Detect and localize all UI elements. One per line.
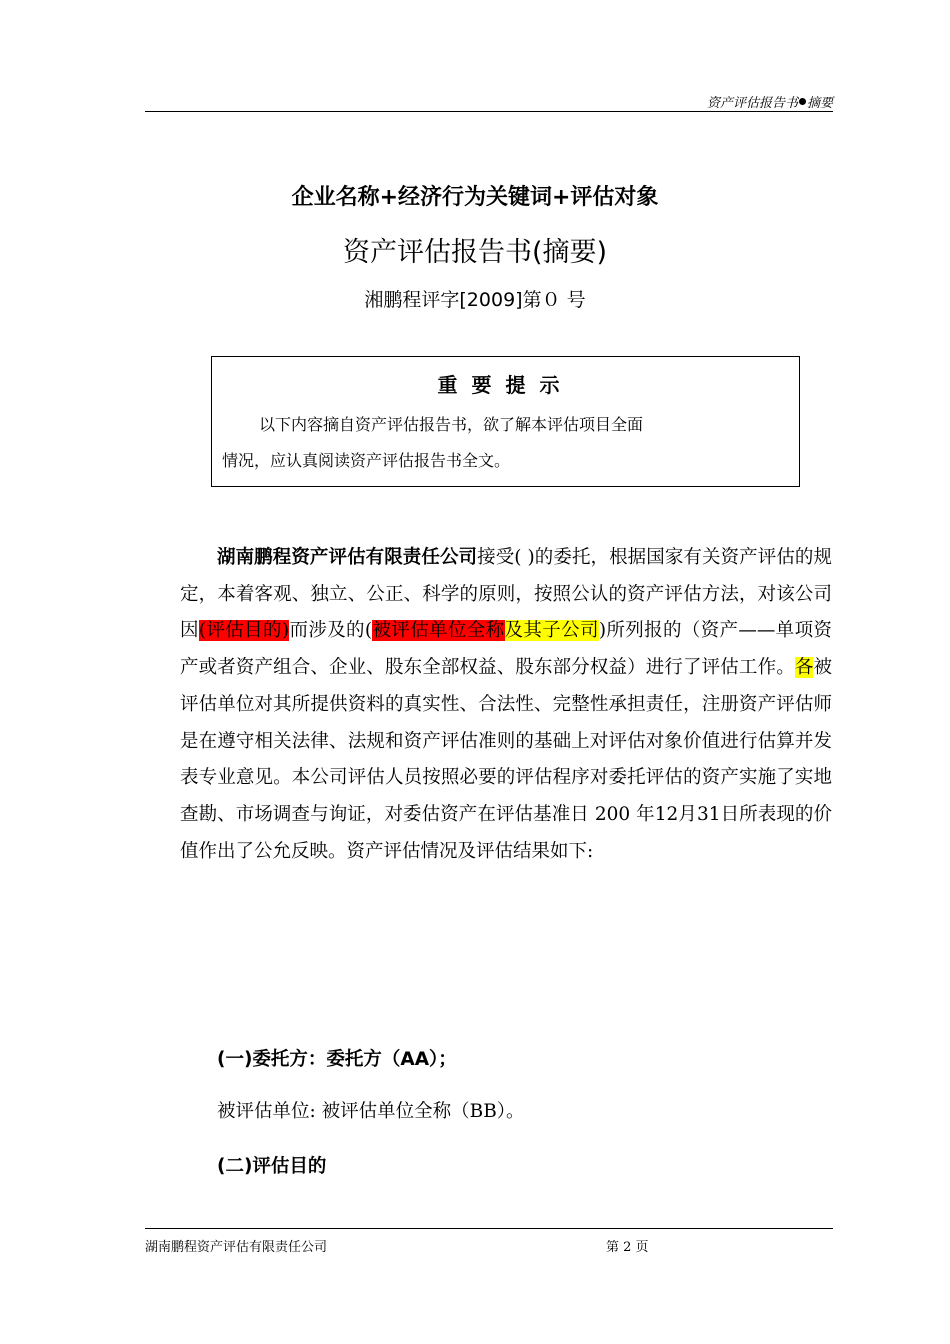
footer-company: 湖南鹏程资产评估有限责任公司 (145, 1240, 328, 1255)
running-header-section: 摘要 (806, 96, 833, 111)
purpose-placeholder: (评估目的) (198, 620, 290, 642)
report-title-line1: 企业名称+经济行为关键词+评估对象 (291, 185, 659, 210)
report-title-line2: 资产评估报告书(摘要) (342, 237, 608, 268)
target-placeholder: 被评估单位全称 (372, 620, 505, 642)
report-doc-number: 湘鹏程评字[2009]第０ 号 (364, 289, 586, 311)
bullet-icon (799, 98, 806, 105)
running-header (707, 92, 833, 111)
section-1-heading: (一)委托方：委托方（AA）； (217, 1049, 457, 1070)
notice-text-line2: 情况，应认真阅读资产评估报告书全文。 (222, 451, 511, 470)
important-notice-box (211, 356, 800, 487)
section-2-heading: (二)评估目的 (217, 1156, 327, 1177)
header-rule (145, 111, 833, 112)
each-placeholder: 各 (794, 657, 814, 679)
company-name: 湖南鹏程资产评估有限责任公司 (217, 547, 478, 568)
page-number: 第 2 页 (606, 1240, 649, 1255)
body-text-1: 接受( )的委托，根据国家有关资产评估的规定，本着客观、独立、公正、科学的原则，按照公认的资产评估方法，对该公司因 (180, 547, 832, 642)
notice-text-line1: 以下内容摘自资产评估报告书，欲了解本评估项目全面 (259, 415, 644, 434)
section-1-detail: 被评估单位: 被评估单位全称（BB）。 (217, 1101, 525, 1122)
body-text-2: 而涉及的( (289, 620, 373, 642)
body-text-3: )所列报的（资产——单项资产或者资产组合、企业、股东全部权益、股东部分权益）进行了评估工作。 (180, 620, 832, 679)
notice-heading: 重要提示 (437, 373, 574, 397)
footer-rule (145, 1228, 833, 1229)
body-paragraph (180, 540, 832, 870)
running-header-title: 资产评估报告书 (706, 96, 798, 111)
body-text-4: 被评估单位对其所提供资料的真实性、合法性、完整性承担责任，注册资产评估师是在遵守相关法律、法规和资产评估准则的基础上对评估对象价值进行估算并发表专业意见。本公司评估人员按照必要的评估程序对委托评估的资产实施了实地查勘、市场调查与询证，对委估资产在评估基准日 200 年12月31日所表现的价值作出了公允反映。资产评估情况及评估结果如下: (180, 657, 832, 862)
subsidiaries-placeholder: 及其子公司 (504, 620, 599, 642)
